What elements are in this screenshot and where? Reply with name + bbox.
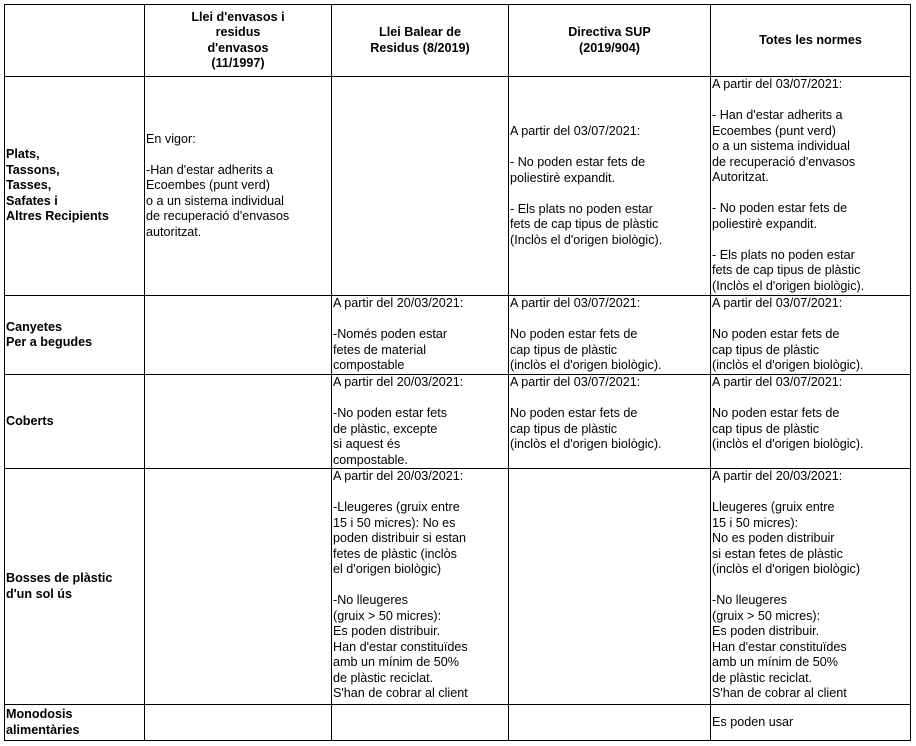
text-line: - No poden estar fets de (712, 201, 848, 215)
text-line: Monodosis (6, 707, 73, 721)
text-line: cap tipus de plàstic (510, 342, 618, 357)
table-cell (711, 375, 911, 469)
text-line: de recuperació d'envasos (712, 154, 856, 169)
text-line: Es poden usar (712, 714, 794, 729)
text-line: cap tipus de plàstic (510, 421, 618, 436)
text-line: (inclòs el d'origen biològic) (712, 562, 861, 576)
text-line: A partir del 03/07/2021: (712, 375, 843, 389)
text-line: A partir del 03/07/2021: (712, 77, 843, 91)
text-line: si aquest és (333, 437, 401, 451)
text-line: el d'origen biològic) (333, 562, 442, 576)
table-cell (711, 705, 911, 741)
text-line: Ecoembes (punt verd) (146, 178, 270, 193)
text-line (712, 232, 909, 248)
text-line (712, 93, 909, 109)
text-line: Tasses, (6, 178, 52, 193)
text-line: A partir del 03/07/2021: (510, 296, 641, 310)
header-cell-llei-envasos (145, 5, 332, 77)
text-line: - No poden estar fets de (510, 155, 646, 169)
row-label-plats (5, 77, 145, 296)
text-line (712, 578, 909, 594)
text-line: compostable (333, 358, 405, 372)
text-line (510, 579, 709, 595)
text-line: (inclòs el d'origen biològic). (510, 358, 662, 372)
text-line: d'un sol ús (6, 586, 72, 601)
text-line: de plàstic reciclat. (712, 670, 813, 685)
text-line (146, 414, 330, 430)
text-line (510, 186, 709, 202)
text-line: Plats, (6, 147, 40, 162)
text-line (333, 391, 507, 407)
text-line (333, 578, 507, 594)
text-line: d'envasos (207, 40, 269, 55)
text-line: Autoritzat. (712, 170, 769, 184)
text-line: A partir del 03/07/2021: (712, 296, 843, 310)
table-cell (509, 705, 711, 741)
text-line: A partir del 20/03/2021: (333, 375, 464, 389)
text-line: si estan fetes de plàstic (712, 546, 843, 561)
text-line: poliestirè expandit. (712, 216, 818, 231)
table-cell (145, 375, 332, 469)
text-line: fetes de material (333, 342, 427, 357)
text-line (510, 391, 709, 407)
text-line: poliestirè expandit. (510, 170, 616, 185)
text-line: Safates i (6, 193, 58, 208)
text-line: A partir del 03/07/2021: (510, 375, 641, 389)
text-line: Han d'estar constituïdes (712, 639, 847, 654)
text-line: Tassons, (6, 162, 60, 177)
text-line: amb un mínim de 50% (712, 655, 838, 669)
text-line (146, 327, 330, 343)
text-line: -Lleugeres (gruix entre (333, 500, 460, 514)
table-cell (711, 469, 911, 705)
text-line: (Inclòs el d'origen biològic). (712, 278, 865, 293)
text-line: alimentàries (6, 722, 80, 737)
text-line: -No lleugeres (712, 593, 787, 607)
text-line: poden distribuir si estan (333, 531, 467, 545)
text-line: o a un sistema individual (712, 139, 850, 153)
text-line: (gruix > 50 micres): (712, 608, 821, 623)
table-row (5, 296, 911, 375)
text-line: -No lleugeres (333, 593, 408, 607)
table-cell (145, 705, 332, 741)
text-line: -Han d'estar adherits a (146, 162, 274, 177)
text-line: No poden estar fets de (712, 406, 840, 420)
text-line: Llei Balear de (379, 25, 461, 39)
text-line (510, 312, 709, 328)
text-line: residus (215, 25, 261, 39)
text-line: No poden estar fets de (712, 327, 840, 341)
regulations-table (4, 4, 911, 741)
text-line: - Han d'estar adherits a (712, 108, 843, 122)
table-row (5, 469, 911, 705)
text-line: fets de cap tipus de plàstic (510, 217, 659, 231)
table-cell (332, 77, 509, 296)
text-line: de plàstic reciclat. (333, 670, 434, 685)
text-line: 15 i 50 micres): No es (333, 515, 456, 530)
text-line: No es poden distribuir (712, 531, 835, 545)
text-line: (inclòs el d'origen biològic). (712, 358, 864, 372)
text-line: Canyetes (6, 319, 63, 334)
row-label-coberts (5, 375, 145, 469)
header-cell-llei-balear (332, 5, 509, 77)
text-line: Es poden distribuir. (712, 624, 820, 638)
text-line: Per a begudes (6, 335, 93, 349)
row-label-canyetes (5, 296, 145, 375)
table-cell (332, 296, 509, 375)
text-line (333, 715, 507, 731)
text-line: Coberts (6, 413, 54, 428)
table-cell (509, 469, 711, 705)
text-line (510, 140, 709, 156)
row-label-monodosis (5, 705, 145, 741)
header-cell-empty (5, 5, 145, 77)
table-cell (332, 705, 509, 741)
text-line: En vigor: (146, 131, 196, 146)
text-line: S'han de cobrar al client (333, 686, 468, 700)
table-cell (509, 77, 711, 296)
text-line (712, 485, 909, 501)
text-line: Ecoembes (punt verd) (712, 123, 836, 138)
text-line (712, 312, 909, 328)
text-line: Lleugeres (gruix entre (712, 500, 835, 514)
text-line: cap tipus de plàstic (712, 421, 820, 436)
table-cell (145, 77, 332, 296)
table-row (5, 77, 911, 296)
text-line: - Els plats no poden estar (510, 201, 653, 216)
table-cell (332, 469, 509, 705)
text-line: -No poden estar fets (333, 406, 448, 420)
text-line (333, 485, 507, 501)
table-cell (711, 77, 911, 296)
text-line: autoritzat. (146, 224, 202, 239)
text-line (510, 715, 709, 731)
text-line: Directiva SUP (568, 25, 651, 39)
text-line: (inclòs el d'origen biològic). (510, 437, 662, 451)
table-row (5, 705, 911, 741)
text-line: Altres Recipients (6, 209, 109, 224)
text-line (146, 147, 330, 163)
text-line: Bosses de plàstic (6, 571, 113, 585)
text-line: fetes de plàstic (inclòs (333, 546, 457, 561)
header-cell-totes-normes (711, 5, 911, 77)
table-cell (145, 296, 332, 375)
text-line: No poden estar fets de (510, 327, 638, 341)
text-line (712, 391, 909, 407)
header-cell-directiva-sup (509, 5, 711, 77)
table-row (5, 375, 911, 469)
text-line: (inclòs el d'origen biològic). (712, 437, 864, 451)
text-line: Han d'estar constituïdes (333, 639, 468, 654)
text-line: -Només poden estar (333, 327, 448, 341)
text-line: A partir del 03/07/2021: (510, 124, 641, 138)
text-line: (gruix > 50 micres): (333, 608, 442, 623)
text-line: cap tipus de plàstic (712, 342, 820, 357)
text-line: compostable. (333, 452, 408, 467)
text-line (333, 312, 507, 328)
text-line: (2019/904) (579, 40, 640, 55)
text-line (712, 186, 909, 202)
text-line: de plàstic, excepte (333, 421, 438, 436)
text-line: S'han de cobrar al client (712, 686, 847, 700)
text-line: o a un sistema individual (146, 193, 284, 208)
header-row (5, 5, 911, 77)
text-line (146, 579, 330, 595)
text-line: Totes les normes (759, 32, 862, 47)
table-cell (509, 375, 711, 469)
text-line: (11/1997) (211, 56, 265, 70)
text-line: (Inclòs el d'origen biològic). (510, 232, 663, 247)
text-line: de recuperació d'envasos (146, 209, 290, 224)
row-label-bosses (5, 469, 145, 705)
table-cell (509, 296, 711, 375)
text-line: Es poden distribuir. (333, 624, 441, 638)
text-line (146, 715, 330, 731)
table-cell (332, 375, 509, 469)
text-line: A partir del 20/03/2021: (333, 296, 464, 310)
text-line: Residus (8/2019) (370, 40, 470, 55)
table-cell (711, 296, 911, 375)
text-line: Llei d'envasos i (191, 9, 285, 24)
text-line: No poden estar fets de (510, 406, 638, 420)
table-cell (145, 469, 332, 705)
text-line (333, 178, 507, 194)
text-line: A partir del 20/03/2021: (333, 469, 464, 483)
text-line: fets de cap tipus de plàstic (712, 263, 861, 277)
text-line: 15 i 50 micres): (712, 515, 799, 530)
text-line: amb un mínim de 50% (333, 655, 459, 669)
text-line: - Els plats no poden estar (712, 247, 855, 262)
text-line: A partir del 20/03/2021: (712, 469, 843, 483)
